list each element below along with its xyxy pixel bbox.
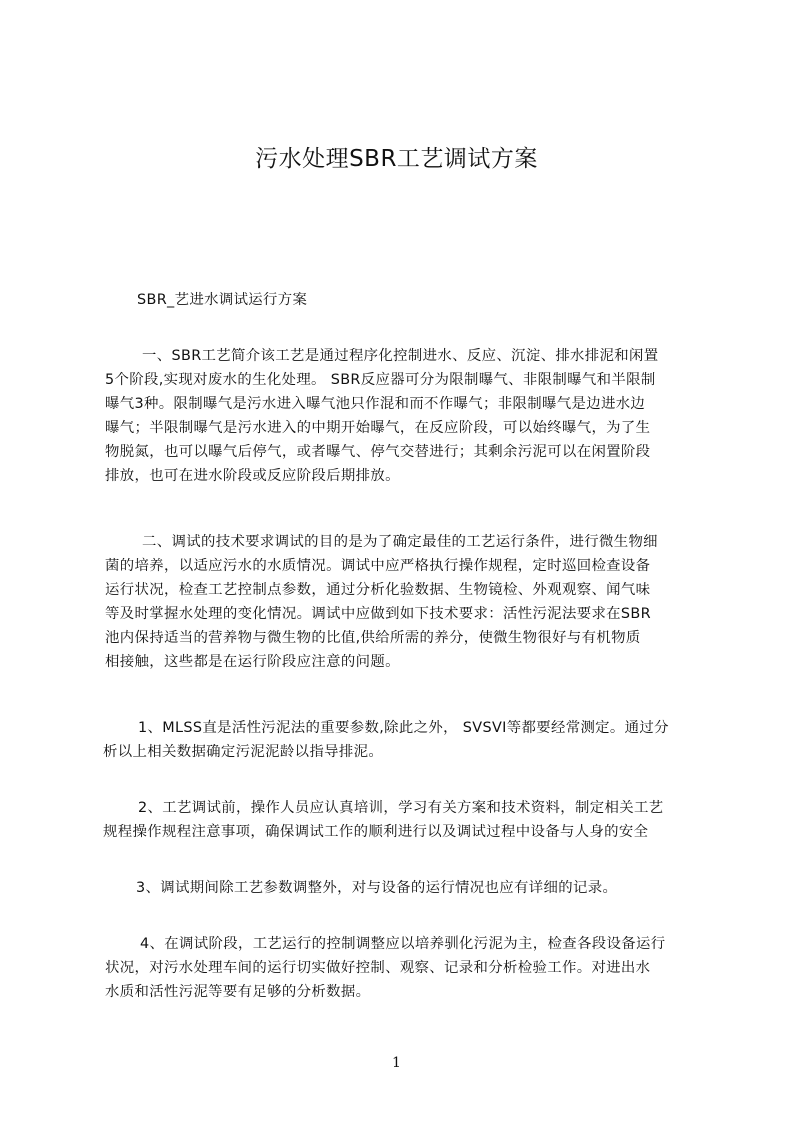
- paragraph-line: 规程操作规程注意事项，确保调试工作的顺利进行以及调试过程中设备与人身的安全: [103, 824, 649, 840]
- paragraph-line: 等及时掌握水处理的变化情况。调试中应做到如下技术要求：活性污泥法要求在SBR: [105, 606, 651, 622]
- paragraph-line: 5个阶段,实现对废水的生化处理。 SBR反应器可分为限制曝气、非限制曝气和半限制: [105, 372, 656, 388]
- subtitle: SBR_艺进水调试运行方案: [137, 292, 308, 308]
- paragraph-line: 曝气3种。限制曝气是污水进入曝气池只作混和而不作曝气；非限制曝气是边进水边: [105, 396, 646, 412]
- paragraph-line: 相接触，这些都是在运行阶段应注意的问题。: [105, 654, 400, 670]
- paragraph-line: 二、调试的技术要求调试的目的是为了确定最佳的工艺运行条件，进行微生物细: [142, 534, 658, 550]
- paragraph-line: 析以上相关数据确定污泥泥龄以指导排泥。: [103, 744, 384, 760]
- paragraph-line: 运行状况，检查工艺控制点参数，通过分析化验数据、生物镜检、外观观察、闻气味: [105, 582, 651, 598]
- paragraph-line: 4、在调试阶段，工艺运行的控制调整应以培养驯化污泥为主，检查各段设备运行: [140, 936, 666, 952]
- paragraph-line: 菌的培养，以适应污水的水质情况。调试中应严格执行操作规程，定时巡回检查设备: [105, 558, 651, 574]
- paragraph-line: 池内保持适当的营养物与微生物的比值,供给所需的养分，使微生物很好与有机物质: [105, 630, 641, 646]
- paragraph-line: 1、MLSS直是活性污泥法的重要参数,除此之外， SVSVI等都要经常测定。通过分: [138, 720, 669, 736]
- paragraph-line: 一、SBR工艺简介该工艺是通过程序化控制进水、反应、沉淀、排水排泥和闲置: [142, 348, 659, 364]
- paragraph-line: 水质和活性污泥等要有足够的分析数据。: [105, 984, 371, 1000]
- paragraph-line: 曝气；半限制曝气是污水进入的中期开始曝气，在反应阶段，可以始终曝气，为了生: [105, 420, 651, 436]
- paragraph-line: 状况，对污水处理车间的运行切实做好控制、观察、记录和分析检验工作。对进出水: [105, 960, 651, 976]
- paragraph-line: 物脱氮，也可以曝气后停气，或者曝气、停气交替进行；其剩余污泥可以在闲置阶段: [105, 444, 651, 460]
- paragraph-line: 2、工艺调试前，操作人员应认真培训，学习有关方案和技术资料，制定相关工艺: [138, 800, 664, 816]
- document-title: 污水处理SBR工艺调试方案: [255, 146, 538, 172]
- paragraph-line: 3、调试期间除工艺参数调整外，对与设备的运行情况也应有详细的记录。: [136, 880, 618, 896]
- paragraph-line: 排放，也可在进水阶段或反应阶段后期排放。: [105, 468, 400, 484]
- page-number: 1: [392, 1055, 401, 1071]
